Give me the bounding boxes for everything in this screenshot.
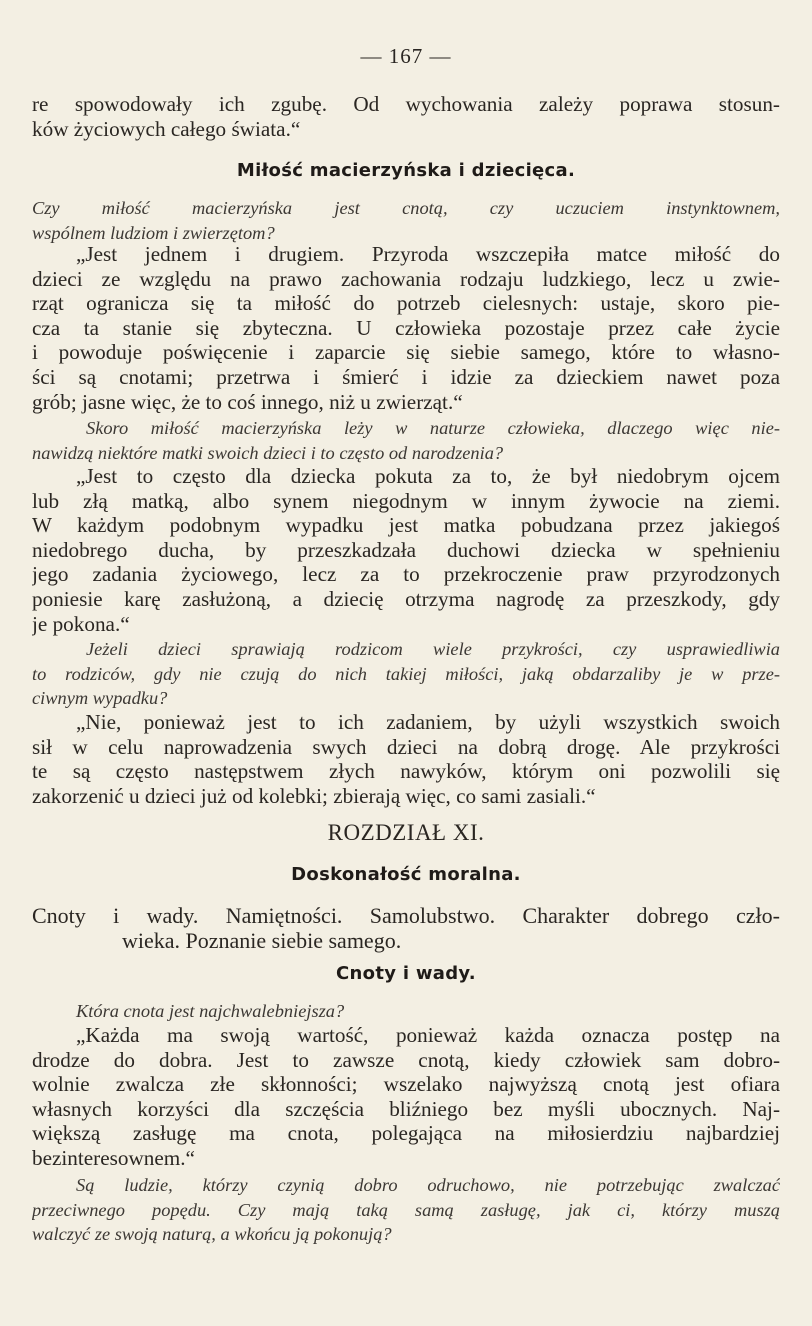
answer-3 [32,710,780,808]
text-line: sił w celu naprowadzenia swych dzieci na dobrą drogę. Ale przykrości [32,734,780,759]
text-line: i powoduje poświęcenie i zaparcie się siebie samego, które to własno- [32,340,780,365]
summary-line: wieka. Poznanie siebie samego. [122,928,402,953]
question-line: Jeżeli dzieci sprawiają rodzicom wiele przykrości, czy usprawiedliwia [86,639,780,659]
text-line: dzieci ze względu na prawo zachowania rodzaju ludzkiego, lecz u zwie- [32,266,780,291]
question-3 [32,637,780,711]
section-heading: Cnoty i wady. [336,963,476,984]
page-number: — 167 — [360,44,452,68]
answer-2 [32,464,780,636]
text-line: bezinteresownem.“ [32,1145,195,1170]
text-line: własnych korzyści dla szczęścia bliźniego bez myśli ubocznych. Naj- [32,1096,780,1121]
text-line: niedobrego ducha, by przeszkadzała duchowi dziecka w spełnieniu [32,537,780,562]
section-heading: Miłość macierzyńska i dziecięca. [236,160,576,181]
text-line: zakorzenić u dzieci już od kolebki; zbierają więc, co sami zasiali.“ [32,783,596,808]
text-line: większą zasługę ma cnota, polegająca na miłosierdziu najbardziej [32,1121,780,1146]
text-line: drodze do dobra. Jest to zawsze cnotą, kiedy człowiek sam dobro- [32,1047,780,1072]
text-line: ków życiowych całego świata.“ [32,116,301,141]
text-line: wolnie zwalcza złe skłonności; wszelako najwyższą cnotą jest ofiara [32,1072,780,1097]
question-line: Czy miłość macierzyńska jest cnotą, czy uczuciem instynktownem, [32,198,780,218]
text-line: „Nie, ponieważ jest to ich zadaniem, by użyli wszystkich swoich [76,710,780,734]
text-line: ści są cnotami; przetrwa i śmierć i idzie za dzieckiem nawet poza [32,364,780,389]
text-line: te są często następstwem złych nawyków, którym oni pozwolili się [32,759,780,784]
question-line: wspólnem ludziom i zwierzętom? [32,222,275,243]
chapter-summary [32,904,780,953]
text-line: re spowodowały ich zgubę. Od wychowania zależy poprawa stosun- [32,92,780,116]
text-line: „Jest jednem i drugiem. Przyroda wszczepiła matce miłość do [76,242,780,266]
text-line: je pokona.“ [32,611,130,636]
answer-1 [32,242,780,414]
intro-paragraph [32,92,780,141]
text-line: poniesie karę zasłużoną, a dziecię otrzyma nagrodę za przeszkody, gdy [32,586,780,611]
question-line: ciwnym wypadku? [32,688,168,709]
summary-line: Cnoty i wady. Namiętności. Samolubstwo. Charakter dobrego czło- [32,904,780,928]
text-line: „Jest to często dla dziecka pokuta za to, że był niedobrym ojcem [76,464,780,488]
text-line: W każdym podobnym wypadku jest matka pobudzana przez jakiegoś [32,513,780,538]
chapter-subtitle: Doskonałość moralna. [291,864,521,885]
question-line: walczyć ze swoją naturą, a wkońcu ją pokonują? [32,1224,392,1245]
text-line: grób; jasne więc, że to coś innego, niż u zwierząt.“ [32,389,463,414]
text-line: lub złą matką, albo synem niegodnym w innym żywocie na ziemi. [32,488,780,513]
question-line: nawidzą niektóre matki swoich dzieci i to często od narodzenia? [32,442,504,463]
text-line: jego zadania życiowego, lecz za to przekroczenie praw przyrodzonych [32,562,780,587]
question-5 [32,1173,780,1247]
question-2 [32,416,780,465]
question-line: przeciwnego popędu. Czy mają taką samą zasługę, jak ci, którzy muszą [32,1199,780,1220]
question-1 [32,196,780,245]
answer-4 [32,1023,780,1171]
question-line: to rodziców, gdy nie czują do nich takiej miłości, jaką obdarzaliby je w prze- [32,663,780,684]
text-line: „Każda ma swoją wartość, ponieważ każda oznacza postęp na [76,1023,780,1047]
text-line: rząt ogranicza się ta miłość do potrzeb cielesnych: ustaje, skoro pie- [32,291,780,316]
question-line: Skoro miłość macierzyńska leży w naturze człowieka, dlaczego więc nie- [86,418,780,438]
chapter-title: ROZDZIAŁ XI. [327,820,485,845]
question-line: Która cnota jest najchwalebniejsza? [76,1001,345,1021]
question-4 [32,999,780,1024]
question-line: Są ludzie, którzy czynią dobro odruchowo, nie potrzebując zwalczać [76,1175,780,1195]
text-line: cza ta stanie się zbyteczna. U człowieka pozostaje przez całe życie [32,315,780,340]
